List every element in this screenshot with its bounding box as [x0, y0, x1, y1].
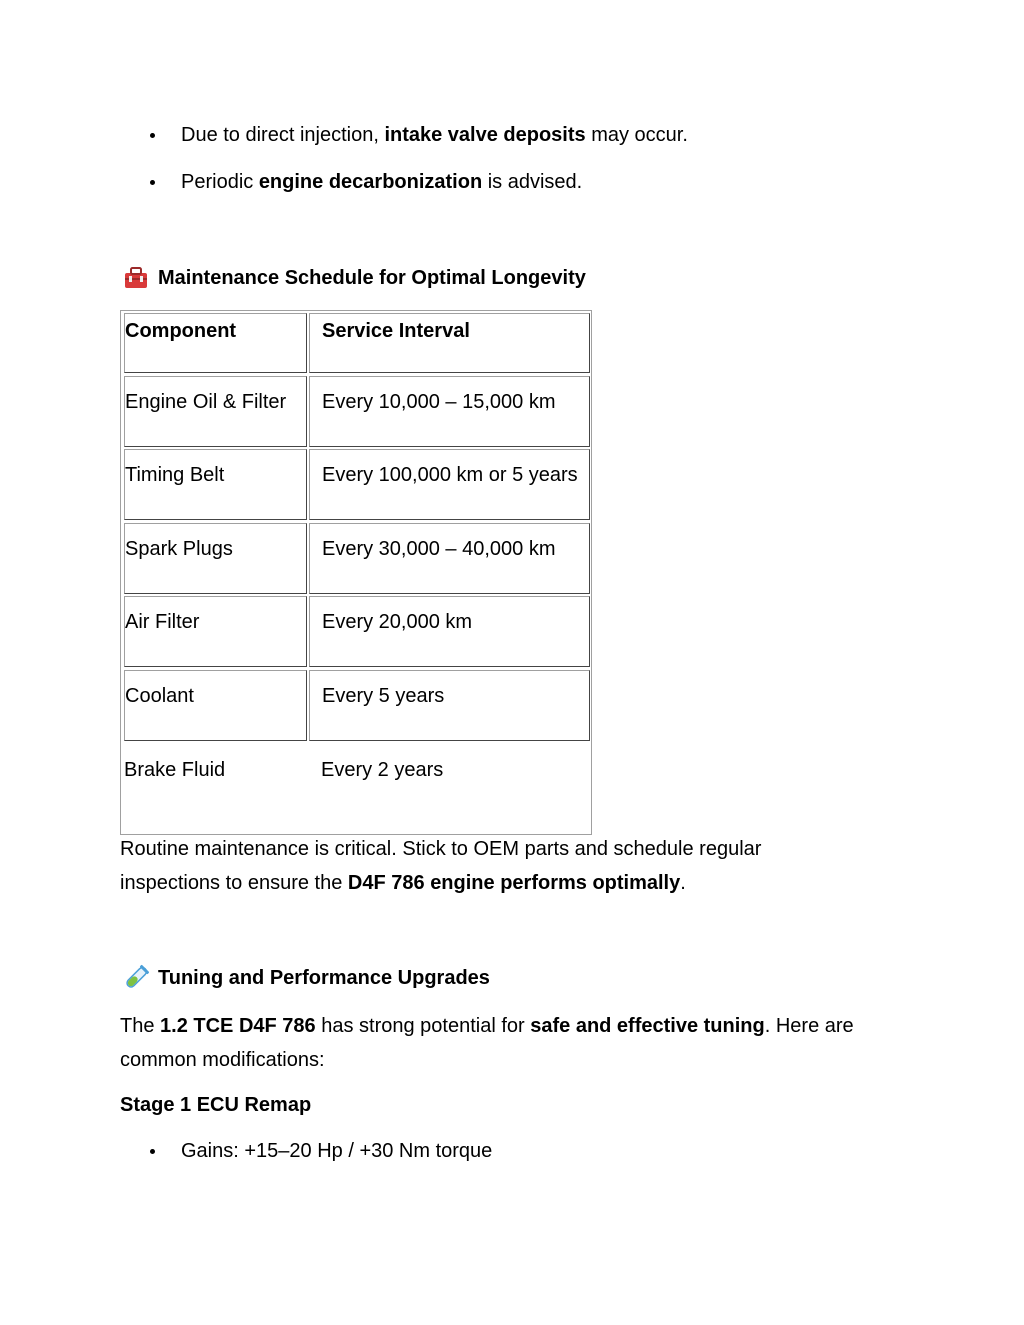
tuning-intro [120, 1009, 900, 1077]
bullet-bold-text: intake valve deposits [384, 124, 586, 146]
table-header-cell: Service Interval [309, 313, 590, 373]
table-cell-interval: Every 2 years [321, 759, 444, 781]
tuning-heading-text: Tuning and Performance Upgrades [158, 966, 490, 989]
bullet-dot [150, 180, 155, 185]
intro-bold-text: safe and effective tuning [530, 1015, 765, 1037]
table-cell-component: Engine Oil & Filter [124, 376, 307, 447]
table-header-cell: Component [124, 313, 307, 373]
note-text: . [680, 872, 686, 894]
table-cell-interval: Every 5 years [309, 670, 590, 741]
bullet-dot [150, 133, 155, 138]
maintenance-table [120, 310, 592, 835]
toolbox-icon [122, 264, 150, 292]
test-tube-icon [122, 964, 150, 992]
table-cell-interval: Every 100,000 km or 5 years [309, 449, 590, 520]
table-cell-interval: Every 20,000 km [309, 596, 590, 667]
table-cell-component: Brake Fluid [124, 759, 226, 781]
table-cell-component: Timing Belt [124, 449, 307, 520]
stage1-heading: Stage 1 ECU Remap [120, 1094, 312, 1116]
note-bold-text: D4F 786 engine performs optimally [347, 872, 681, 894]
list-item [148, 1138, 492, 1164]
stage1-bullet-list [148, 1138, 492, 1164]
bullet-text: Due to direct injection, [181, 124, 385, 146]
table-cell-component: Air Filter [124, 596, 307, 667]
list-item [148, 169, 688, 195]
bullet-text: Periodic [181, 171, 259, 193]
intro-text: has strong potential for [315, 1015, 531, 1037]
intro-text: . Here are common modifications: [120, 1015, 854, 1071]
list-item [148, 122, 688, 148]
bullet-text: is advised. [482, 171, 583, 193]
table-cell-interval: Every 10,000 – 15,000 km [309, 376, 590, 447]
intro-bold-text: 1.2 TCE D4F 786 [160, 1015, 316, 1037]
bullet-bold-text: engine decarbonization [258, 171, 483, 193]
table-cell-interval: Every 30,000 – 40,000 km [309, 523, 590, 594]
maintenance-heading-text: Maintenance Schedule for Optimal Longevity [158, 266, 586, 289]
top-bullet-list [148, 122, 688, 195]
bullet-dot [150, 1149, 155, 1154]
table-cell-component: Spark Plugs [124, 523, 307, 594]
note-text: Routine maintenance is critical. Stick to OEM parts and schedule regular inspections to ensure the [120, 838, 762, 894]
table-cell-component: Coolant [124, 670, 307, 741]
intro-text: The [120, 1015, 161, 1037]
maintenance-note [120, 832, 820, 900]
tuning-heading [122, 963, 490, 993]
bullet-text: Gains: +15–20 Hp / +30 Nm torque [181, 1140, 493, 1162]
bullet-text: may occur. [585, 124, 688, 146]
maintenance-heading [122, 263, 586, 293]
